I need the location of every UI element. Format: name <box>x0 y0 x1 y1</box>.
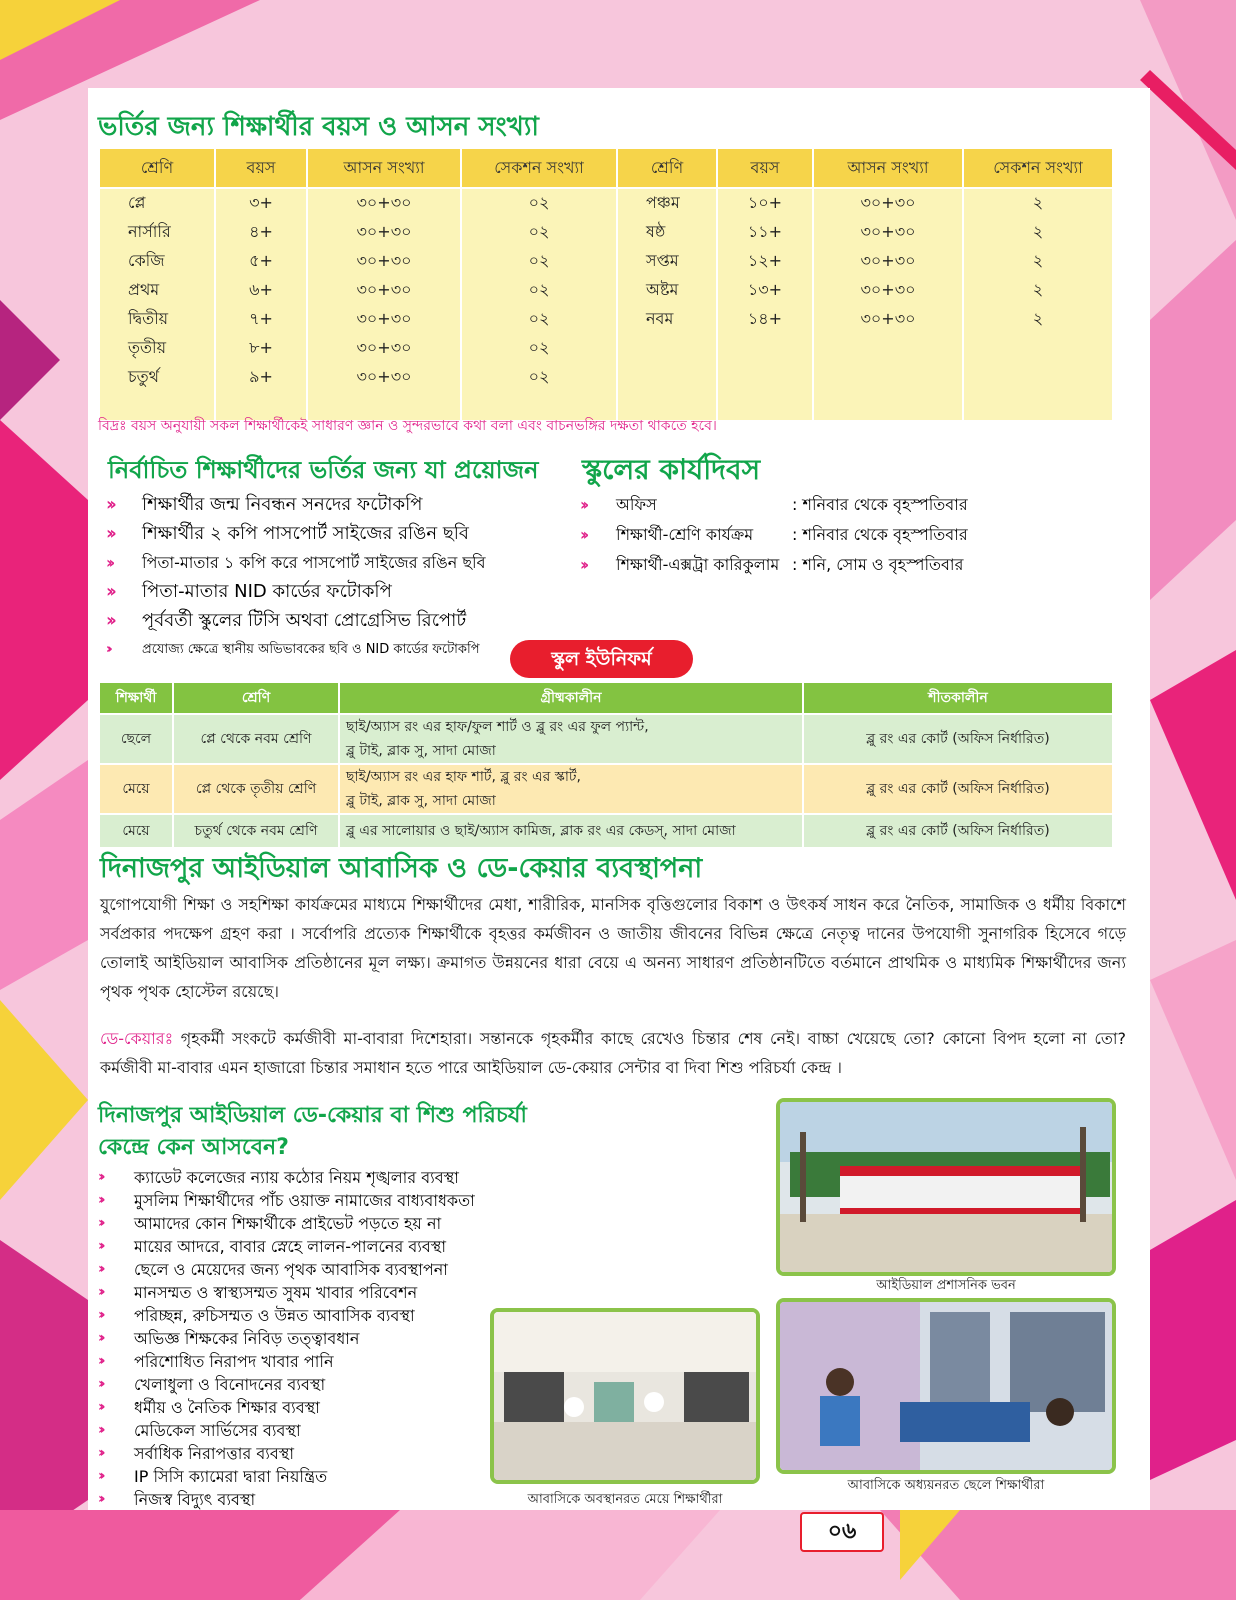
uniform-badge: স্কুল ইউনিফর্ম <box>510 640 693 678</box>
admission-header-row <box>99 148 1113 188</box>
list-item: ›› অফিস : শনিবার থেকে বৃহস্পতিবার <box>578 490 1058 520</box>
list-item: ›› পিতা-মাতার NID কার্ডের ফটোকপি <box>104 577 524 606</box>
list-item: ›› মেডিকেল সার্ভিসের ব্যবস্থা <box>98 1421 301 1440</box>
chevron-icon: ›› <box>98 1192 102 1208</box>
chevron-icon: ›› <box>106 610 113 631</box>
admin-building-image <box>780 1102 1112 1272</box>
boys-hostel-caption: আবাসিকে অধ্যয়নরত ছেলে শিক্ষার্থীরা <box>847 1478 1045 1493</box>
list-item: ›› প্রযোজ্য ক্ষেত্রে স্থানীয় অভিভাবকের ছবি ও NID কার্ডের ফটোকপি <box>104 635 524 664</box>
chevron-icon: ›› <box>106 494 113 515</box>
list-item: ›› মানসম্মত ও স্বাস্থ্যসম্মত সুষম খাবার পরিবেশন <box>98 1283 418 1302</box>
admission-title: ভর্তির জন্য শিক্ষার্থীর বয়স ও আসন সংখ্যা <box>98 112 539 142</box>
list-item: ›› ধর্মীয় ও নৈতিক শিক্ষার ব্যবস্থা <box>98 1398 320 1417</box>
header-age-2: বয়স <box>717 148 813 188</box>
list-item: ›› আমাদের কোন শিক্ষার্থীকে প্রাইভেট পড়তে হয় না <box>98 1214 442 1233</box>
chevron-icon: ›› <box>98 1468 102 1484</box>
chevron-icon: ›› <box>106 581 113 602</box>
chevron-icon: ›› <box>98 1445 102 1461</box>
uniform-table <box>98 681 1114 849</box>
daycare-label: ডে-কেয়ারঃ <box>100 1029 174 1048</box>
residential-title: দিনাজপুর আইডিয়াল আবাসিক ও ডে-কেয়ার ব্যবস্থাপনা <box>100 853 703 884</box>
header-student: শিক্ষার্থী <box>99 682 173 714</box>
table-row: দ্বিতীয় ৭+ ৩০+৩০ ০২ নবম ১৪+ ৩০+৩০ ২ <box>99 305 1113 334</box>
chevron-icon: ›› <box>106 642 109 657</box>
chevron-icon: ›› <box>98 1215 102 1231</box>
residential-paragraph: যুগোপযোগী শিক্ষা ও সহশিক্ষা কার্যক্রমের মাধ্যমে শিক্ষার্থীদের মেধা, শারীরিক, মানসিক বৃত্তিগুলোর বিকাশ ও উৎকর্ষ সাধন করে নৈতিক, সামাজিক ও ধর্মীয় বিকাশে সর্বপ্রকার পদক্ষেপ গ্রহণ করা । সর্বোপরি প্রত্যেক শিক্ষার্থীকে বৃহত্তর কর্মজীবন ও জাতীয় জীবনের বিভিন্ন ক্ষেত্রে নেতৃত্ব দানের উপযোগী সুনাগরিক হিসেবে গড়ে তোলাই আইডিয়াল আবাসিক প্রতিষ্ঠানের মূল লক্ষ্য। ক্রমাগত উন্নয়নের ধারা বেয়ে এ অনন্য সাধারণ প্রতিষ্ঠানটিতে বর্তমানে প্রাথমিক ও মাধ্যমিক শিক্ষার্থীদের জন্য পৃথক পৃথক হোস্টেল রয়েছে। <box>100 895 1126 1001</box>
daycare-paragraph: ডে-কেয়ারঃ গৃহকর্মী সংকটে কর্মজীবী মা-বাবারা দিশেহারা। সন্তানকে গৃহকর্মীর কাছে রেখেও চিন্তার শেষ নেই। বাচ্চা খেয়েছে তো? কোনো বিপদ হলো না তো? কর্মজীবী মা-বাবার এমন হাজারো চিন্তার সমাধান হতে পারে আইডিয়াল ডে-কেয়ার সেন্টার বা দিবা শিশু পরিচর্যা কেন্দ্র । <box>100 1029 1126 1077</box>
why-title: দিনাজপুর আইডিয়াল ডে-কেয়ার বা শিশু পরিচর্যা কেন্দ্রে কেন আসবেন? <box>98 1103 527 1160</box>
header-age: বয়স <box>215 148 307 188</box>
list-item: ›› IP সিসি ক্যামেরা দ্বারা নিয়ন্ত্রিত <box>98 1467 328 1486</box>
chevron-icon: ›› <box>98 1422 102 1438</box>
table-row: চতুর্থ ৯+ ৩০+৩০ ০২ <box>99 363 1113 392</box>
list-item: ›› অভিজ্ঞ শিক্ষকের নিবিড় তত্ত্বাবধান <box>98 1329 360 1348</box>
chevron-icon: ›› <box>98 1169 102 1185</box>
list-item: ›› শিক্ষার্থীর ২ কপি পাসপোর্ট সাইজের রঙিন ছবি <box>104 519 524 548</box>
header-seats-2: আসন সংখ্যা <box>813 148 963 188</box>
list-item: ›› শিক্ষার্থী-শ্রেণি কার্যক্রম : শনিবার থেকে বৃহস্পতিবার <box>578 520 1058 550</box>
list-item: ›› পিতা-মাতার ১ কপি করে পাসপোর্ট সাইজের রঙিন ছবি <box>104 548 524 577</box>
chevron-icon: ›› <box>98 1238 102 1254</box>
boys-hostel-photo <box>776 1298 1116 1474</box>
table-row: নার্সারি ৪+ ৩০+৩০ ০২ ষষ্ঠ ১১+ ৩০+৩০ ২ <box>99 218 1113 247</box>
requirements-title: নির্বাচিত শিক্ষার্থীদের ভর্তির জন্য যা প্রয়োজন <box>108 456 539 484</box>
chevron-icon: ›› <box>106 553 112 572</box>
table-row: মেয়ে প্লে থেকে তৃতীয় শ্রেণি ছাই/অ্যাস রং এর হাফ শার্ট, ব্লু রং এর স্কার্ট, ব্লু টাই, ব্লাক সু, সাদা মোজা ব্লু রং এর কোর্ট (অফিস নির্ধারিত) <box>99 764 1113 814</box>
header-winter: শীতকালীন <box>803 682 1113 714</box>
chevron-icon: ›› <box>98 1399 102 1415</box>
table-row: প্রথম ৬+ ৩০+৩০ ০২ অষ্টম ১৩+ ৩০+৩০ ২ <box>99 276 1113 305</box>
chevron-icon: ›› <box>580 495 586 514</box>
chevron-icon: ›› <box>98 1353 102 1369</box>
chevron-icon: ›› <box>98 1330 102 1346</box>
header-sections: সেকশন সংখ্যা <box>461 148 617 188</box>
chevron-icon: ›› <box>580 555 586 574</box>
page-number: ০৬ <box>800 1512 884 1552</box>
list-item: ›› মায়ের আদরে, বাবার স্নেহে লালন-পালনের ব্যবস্থা <box>98 1237 447 1256</box>
chevron-icon: ›› <box>98 1284 102 1300</box>
chevron-icon: ›› <box>106 523 113 544</box>
girls-hostel-caption: আবাসিকে অবস্থানরত মেয়ে শিক্ষার্থীরা <box>527 1492 723 1507</box>
uniform-header-row <box>99 682 1113 714</box>
chevron-icon: ›› <box>98 1491 102 1507</box>
list-item: ›› শিক্ষার্থী-এক্সট্রা কারিকুলাম : শনি, সোম ও বৃহস্পতিবার <box>578 550 1058 580</box>
list-item: ›› পরিচ্ছন্ন, রুচিসম্মত ও উন্নত আবাসিক ব্যবস্থা <box>98 1306 415 1325</box>
table-row: প্লে ৩+ ৩০+৩০ ০২ পঞ্চম ১০+ ৩০+৩০ ২ <box>99 188 1113 218</box>
chevron-icon: ›› <box>98 1376 102 1392</box>
list-item: ›› ছেলে ও মেয়েদের জন্য পৃথক আবাসিক ব্যবস্থাপনা <box>98 1260 448 1279</box>
admission-table <box>98 147 1114 420</box>
header-summer: গ্রীষ্মকালীন <box>339 682 803 714</box>
workdays-list <box>578 490 1058 580</box>
admission-note: বিদ্রঃ বয়স অনুযায়ী সকল শিক্ষার্থীকেই সাধারণ জ্ঞান ও সুন্দরভাবে কথা বলা এবং বাচনভঙ্গির দক্ষতা থাকতে হবে। <box>98 418 717 434</box>
list-item: ›› খেলাধুলা ও বিনোদনের ব্যবস্থা <box>98 1375 326 1394</box>
admin-building-caption: আইডিয়াল প্রশাসনিক ভবন <box>876 1278 1016 1293</box>
header-class-2: শ্রেণি <box>617 148 717 188</box>
why-list <box>96 1166 516 1511</box>
list-item: ›› মুসলিম শিক্ষার্থীদের পাঁচ ওয়াক্ত নামাজের বাধ্যবাধকতা <box>98 1191 475 1210</box>
table-row: তৃতীয় ৮+ ৩০+৩০ ০২ <box>99 334 1113 363</box>
admin-building-photo <box>776 1098 1116 1276</box>
list-item: ›› শিক্ষার্থীর জন্ম নিবন্ধন সনদের ফটোকপি <box>104 490 524 519</box>
list-item: ›› ক্যাডেট কলেজের ন্যায় কঠোর নিয়ম শৃঙ্খলার ব্যবস্থা <box>98 1168 459 1187</box>
list-item: ›› পূর্ববর্তী স্কুলের টিসি অথবা প্রোগ্রেসিভ রিপোর্ট <box>104 606 524 635</box>
girls-hostel-image <box>494 1312 756 1480</box>
list-item: ›› পরিশোধিত নিরাপদ খাবার পানি <box>98 1352 334 1371</box>
list-item: ›› সর্বাধিক নিরাপত্তার ব্যবস্থা <box>98 1444 295 1463</box>
boys-hostel-image <box>780 1302 1112 1470</box>
girls-hostel-photo <box>490 1308 760 1484</box>
table-row: মেয়ে চতুর্থ থেকে নবম শ্রেণি ব্লু এর সালোয়ার ও ছাই/অ্যাস কামিজ, ব্লাক রং এর কেডস্, সাদা মোজা ব্লু রং এর কোর্ট (অফিস নির্ধারিত) <box>99 814 1113 848</box>
chevron-icon: ›› <box>98 1307 102 1323</box>
header-seats: আসন সংখ্যা <box>307 148 461 188</box>
table-row: ছেলে প্লে থেকে নবম শ্রেণি ছাই/অ্যাস রং এর হাফ/ফুল শার্ট ও ব্লু রং এর ফুল প্যান্ট, ব্লু টাই, ব্লাক সু, সাদা মোজা ব্লু রং এর কোর্ট (অফিস নির্ধারিত) <box>99 714 1113 764</box>
requirements-list <box>104 490 524 664</box>
chevron-icon: ›› <box>98 1261 102 1277</box>
header-class: শ্রেণি <box>173 682 339 714</box>
chevron-icon: ›› <box>580 525 586 544</box>
table-row: কেজি ৫+ ৩০+৩০ ০২ সপ্তম ১২+ ৩০+৩০ ২ <box>99 247 1113 276</box>
list-item: ›› নিজস্ব বিদ্যুৎ ব্যবস্থা <box>98 1490 256 1509</box>
workdays-title: স্কুলের কার্যদিবস <box>582 453 761 486</box>
header-sections-2: সেকশন সংখ্যা <box>963 148 1113 188</box>
header-class: শ্রেণি <box>99 148 215 188</box>
